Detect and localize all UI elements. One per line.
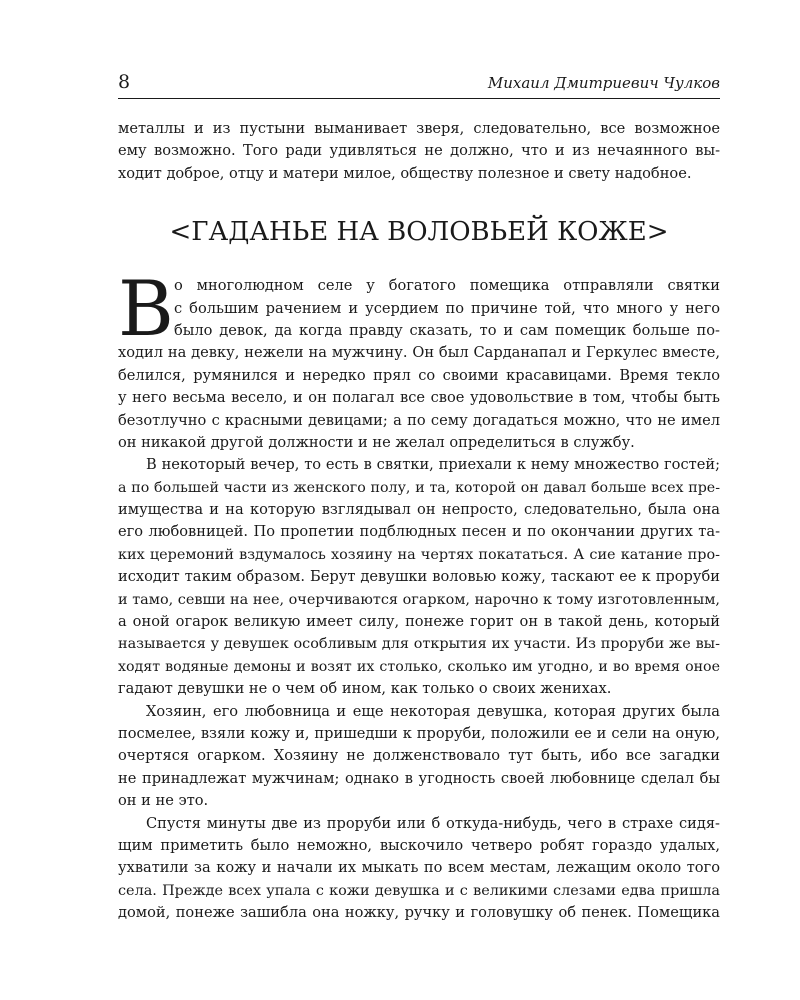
paragraph-4	[118, 813, 720, 925]
text-line: безотлучно с красными девицами; а по сему догадаться можно, что не имел	[118, 411, 720, 429]
text-line: ходят водяные демоны и возят их столько, сколько им угодно, и во время оное	[118, 658, 720, 675]
text-line: посмелее, взяли кожу и, пришедши к проруби, положили ее и сели на оную,	[118, 724, 720, 742]
text-line: ухватили за кожу и начали их мыкать по всем местам, лежащим около того	[118, 859, 720, 877]
text-line: не принадлежат мужчинам; однако в угодность своей любовнице сделал бы	[118, 769, 720, 787]
text-line: у него весьма весело, и он полагал все свое удовольствие в том, чтобы быть	[118, 389, 720, 407]
text-line: имущества и на которую взглядывал он непросто, следовательно, была она	[118, 501, 720, 519]
text-line: металлы и из пустыни выманивает зверя, следовательно, все возможное	[118, 120, 720, 137]
text-line: исходит таким образом. Берут девушки воловью кожу, таскают ее к проруби	[118, 568, 720, 586]
text-line: он никакой другой должности и не желал определиться в службу.	[118, 433, 635, 451]
text-line: ходит доброе, отцу и матери милое, обществу полезное и свету надобное.	[118, 164, 692, 182]
body-text	[118, 118, 720, 925]
text-line: его любовницей. По пропетии подблюдных песен и по окончании других та-	[118, 523, 720, 541]
text-line: Спустя минуты две из проруби или б откуда-нибудь, чего в страхе сидя-	[146, 814, 720, 832]
text-line: села. Прежде всех упала с кожи девушка и с великими слезами едва пришла	[118, 882, 720, 899]
header-rule	[118, 98, 720, 99]
text-line: а по большей части из женского полу, и та, которой он давал больше всех пре-	[118, 479, 720, 496]
text-line: он и не это.	[118, 792, 209, 810]
paragraph-1	[118, 264, 720, 454]
text-line: гадают девушки не о чем об ином, как только о своих женихах.	[118, 680, 612, 698]
text-line: о многолюдном селе у богатого помещика отправляли святки	[174, 277, 720, 295]
chapter-title: <ГАДАНЬЕ НА ВОЛОВЬЕЙ КОЖЕ>	[169, 217, 669, 248]
text-line: щим приметить было неможно, выскочило четверо робят гораздо удалых,	[118, 836, 720, 854]
intro-paragraph	[118, 118, 720, 185]
text-line: и тамо, севши на нее, очерчиваются огарком, нарочно к тому изготовленным,	[118, 591, 720, 608]
text-line: В некоторый вечер, то есть в святки, приехали к нему множество гостей;	[146, 456, 720, 474]
paragraph-3	[118, 701, 720, 813]
text-line: называется у девушек особливым для открытия их участи. Из проруби же вы-	[118, 636, 720, 653]
text-line: было девок, да когда правду сказать, то и сам помещик больше по-	[174, 321, 720, 339]
text-line: ходил на девку, нежели на мужчину. Он был Сарданапал и Геркулес вместе,	[118, 344, 720, 362]
text-line: белился, румянился и нередко прял со своими красавицами. Время текло	[118, 366, 720, 384]
running-head: Михаил Дмитриевич Чулков	[487, 74, 720, 92]
drop-cap: В	[118, 264, 174, 354]
paragraph-2	[118, 454, 720, 700]
page-number: 8	[118, 71, 131, 93]
text-line: с большим рачением и усердием по причине той, что много у него	[174, 299, 720, 317]
text-line: ему возможно. Того ради удивляться не должно, что и из нечаянного вы-	[118, 142, 720, 160]
text-line: очертяся огарком. Хозяину не долженствовало тут быть, ибо все загадки	[118, 747, 720, 765]
text-line: Хозяин, его любовница и еще некоторая девушка, которая других была	[146, 702, 720, 720]
text-line: а оной огарок великую имеет силу, понеже горит он в такой день, который	[118, 613, 720, 631]
text-line: ких церемоний вздумалось хозяину на чертях покататься. А сие катание про-	[118, 546, 720, 563]
page-header	[118, 70, 720, 94]
text-line: домой, понеже зашибла она ножку, ручку и головушку об пенек. Помещика	[118, 904, 720, 922]
